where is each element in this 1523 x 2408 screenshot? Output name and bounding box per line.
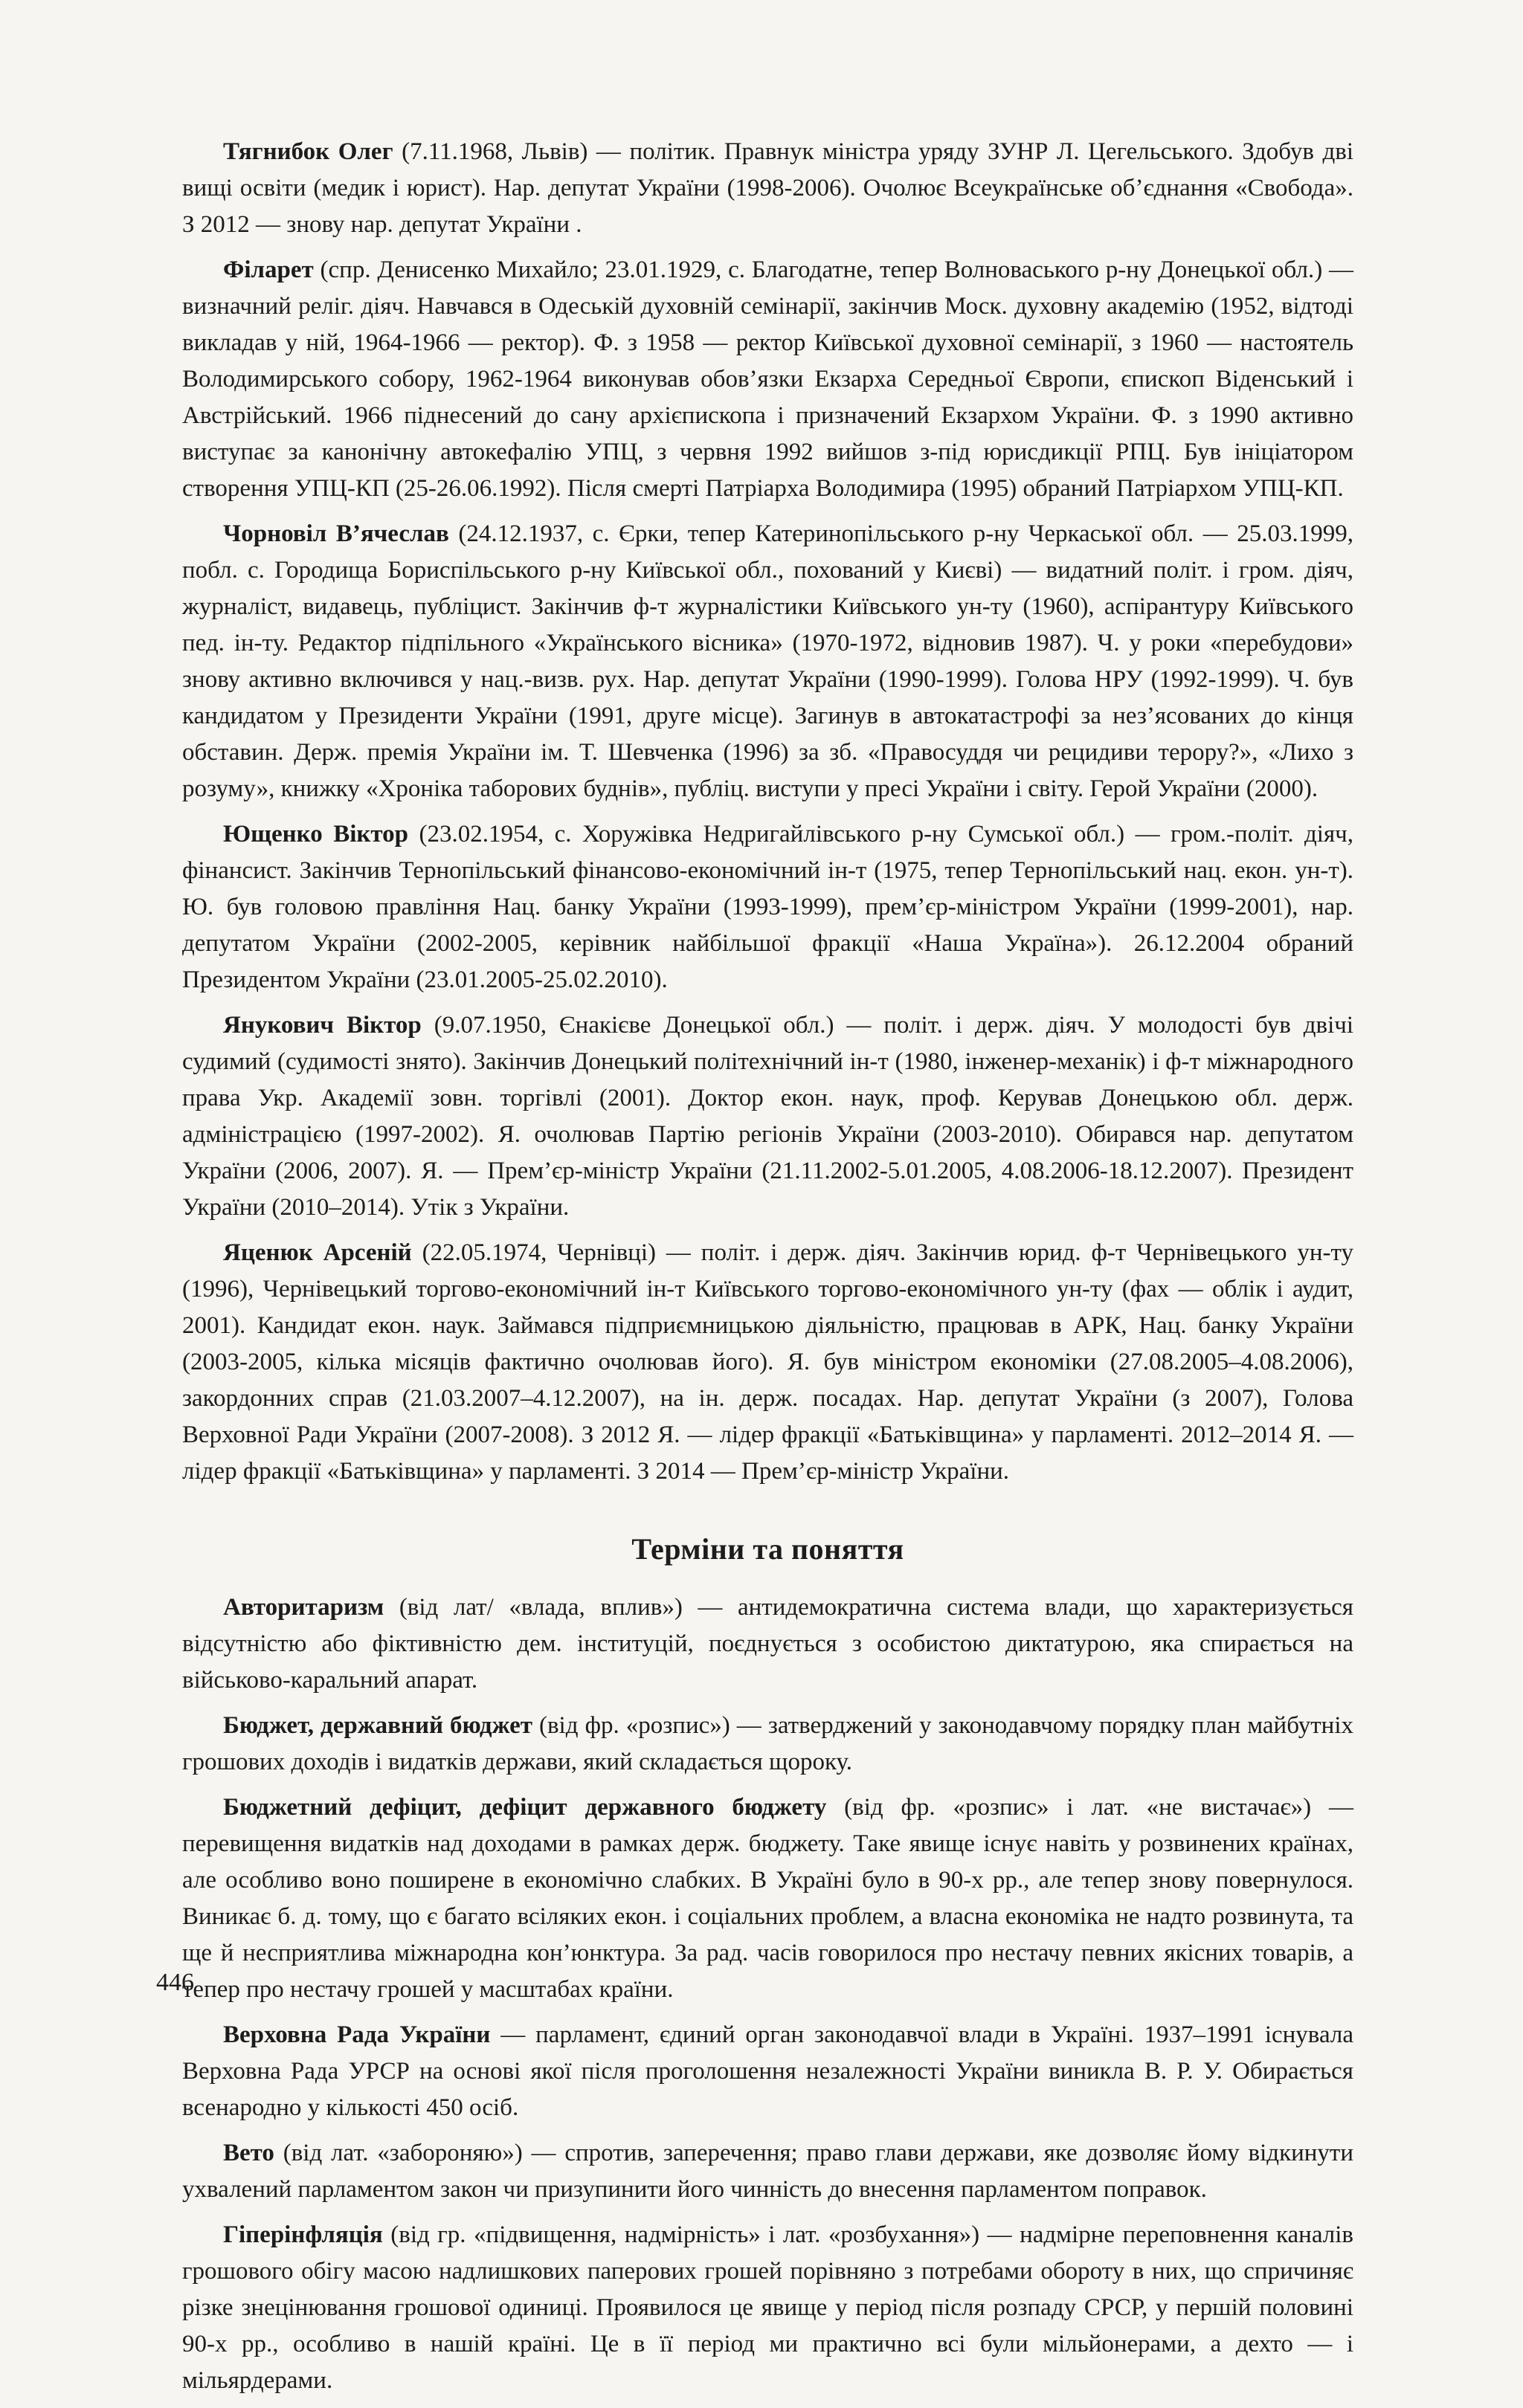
entry-yushchenko <box>182 816 1353 998</box>
entry-term: Тягнибок Олег <box>223 138 393 165</box>
section-heading: Терміни та поняття <box>631 1532 904 1566</box>
term-budget-deficit <box>182 1789 1353 2008</box>
term-text: — парламент, єдиний орган законодавчої влади в Україні. 1937–1991 існувала Верховна Рада УРСР на основі якої після проголошення незалежності України виникла В. Р. У. Обирається всенародно у кількості 450 осіб. <box>182 2021 1353 2121</box>
entry-text: (22.05.1974, Чернівці) — політ. і держ. діяч. Закінчив юрид. ф-т Чернівецького ун-ту (1996), Чернівецький торгово-економічний ін-т Київського торгово-економічного ун-ту (фах — облік і аудит, 2001). Кандидат екон. наук. Займався підприємницькою діяльністю, працював в АРК, Нац. банку України (2003-2005, кілька місяців фактично очолював його). Я. був міністром економіки (27.08.2005–4.08.2006), закордонних справ (21.03.2007–4.12.2007), на ін. держ. посадах. Нар. депутат України (з 2007), Голова Верховної Ради України (2007-2008). З 2012 Я. — лідер фракції «Батьківщина» у парламенті. 2012–2014 Я. — лідер фракції «Батьківщина» у парламенті. З 2014 — Прем’єр-міністр України. <box>182 1239 1353 1485</box>
entry-text: (9.07.1950, Єнакієве Донецької обл.) — політ. і держ. діяч. У молодості був двічі судимий (судимості знято). Закінчив Донецький політехнічний ін-т (1980, інженер-механік) і ф-т міжнародного права Укр. Академії зовн. торгівлі (2001). Доктор екон. наук, проф. Керував Донецькою обл. держ. адміністрацією (1997-2002). Я. очолював Партію регіонів України (2003-2010). Обирався нар. депутатом України (2006, 2007). Я. — Прем’єр-міністр України (21.11.2002-5.01.2005, 4.08.2006-18.12.2007). Президент України (2010–2014). Утік з України. <box>182 1012 1354 1221</box>
page-number: 446 <box>156 1969 194 1996</box>
entry-text: (24.12.1937, с. Єрки, тепер Катеринопільського р-ну Черкаської обл. — 25.03.1999, побл. с. Городища Бориспільського р-ну Київської обл., похований у Києві) — видатний політ. і гром. діяч, журналіст, видавець, публіцист. Закінчив ф-т журналістики Київського ун-ту (1960), аспірантуру Київського пед. ін-ту. Редактор підпільного «Українського вісника» (1970-1972, відновив 1987). Ч. у роки «перебудови» знову активно включився у нац.-визв. рух. Нар. депутат України (1990-1999). Голова НРУ (1992-1999). Ч. був кандидатом у Президенти України (1991, друге місце). Загинув в автокатастрофі за нез’ясованих до кінця обставин. Держ. премія України ім. Т. Шевченка (1996) за зб. «Правосуддя чи рецидиви терору?», «Лихо з розуму», книжку «Хроніка таборових буднів», публіц. виступи у пресі України і світу. Герой України (2000). <box>182 520 1353 802</box>
entry-chornovil <box>182 516 1353 807</box>
term-name: Бюджет, державний бюджет <box>223 1712 532 1739</box>
term-name: Бюджетний дефіцит, дефіцит державного бюджету <box>223 1794 827 1821</box>
term-name: Верховна Рада України <box>223 2021 491 2048</box>
term-text: (від гр. «підвищення, надмірність» і лат. «розбухання») — надмірне переповнення каналів грошового обігу масою надлишкових паперових грошей порівняно з потребами обороту в них, що спричиняє різке знецінювання грошової одиниці. Проявилося це явище у період після розпаду СРСР, у першій половині 90-х рр., особливо в нашій країні. Це в її період ми практично всі були мільйонерами, а дехто — і мільярдерами. <box>182 2221 1353 2394</box>
entry-filaret <box>182 252 1353 507</box>
entry-text: (спр. Денисенко Михайло; 23.01.1929, с. Благодатне, тепер Волноваського р-ну Донецької обл.) — визначний реліг. діяч. Навчався в Одеській духовній семінарії, закінчив Моск. духовну академію (1952, відтоді викладав у ній, 1964-1966 — ректор). Ф. з 1958 — ректор Київської духовної семінарії, з 1960 — настоятель Володимирського собору, 1962-1964 виконував обов’язки Екзарха Середньої Європи, єпископ Віденський і Австрійський. 1966 піднесений до сану архієпископа і призначений Екзархом України. Ф. з 1990 активно виступає за канонічну автокефалію УПЦ, з червня 1992 вийшов з-під юрисдикції РПЦ. Був ініціатором створення УПЦ-КП (25-26.06.1992). Після смерті Патріарха Володимира (1995) обраний Патріархом УПЦ-КП. <box>182 256 1353 502</box>
entry-term: Ющенко Віктор <box>223 821 409 848</box>
entry-term: Янукович Віктор <box>223 1012 422 1039</box>
page-body <box>182 134 1353 2408</box>
term-text: (від фр. «розпис» і лат. «не вистачає») — перевищення видатків над доходами в рамках держ. бюджету. Таке явище існує навіть у розвинених країнах, але особливо воно поширене в економічно слабких. В Україні було в 90-х рр., але тепер знову повернулося. Виникає б. д. тому, що є багато всіляких екон. і соціальних проблем, а власна економіка не надто розвинута, та ще й несприятлива міжнародна кон’юнктура. За рад. часів говорилося про нестачу певних якісних товарів, а тепер про нестачу грошей у масштабах країни. <box>182 1794 1353 2003</box>
term-text: (від фр. «розпис») — затверджений у законодавчому порядку план майбутніх грошових доходів і видатків держави, який складається щороку. <box>182 1712 1353 1775</box>
entry-yanukovych <box>182 1007 1353 1226</box>
term-name: Авторитаризм <box>223 1594 384 1621</box>
entry-term: Чорновіл В’ячеслав <box>223 520 449 547</box>
entry-tyahnybok <box>182 134 1353 243</box>
term-budget <box>182 1708 1353 1781</box>
entry-term: Яценюк Арсеній <box>223 1239 412 1266</box>
term-name: Вето <box>223 2140 274 2166</box>
entry-term: Філарет <box>223 256 314 283</box>
entry-text: (23.02.1954, с. Хоружівка Недригайлівського р-ну Сумської обл.) — гром.-політ. діяч, фінансист. Закінчив Тернопільський фінансово-економічний ін-т (1975, тепер Тернопільський нац. екон. ун-т). Ю. був головою правління Нац. банку України (1993-1999), прем’єр-міністром України (1999-2001), нар. депутатом України (2002-2005, керівник найбільшої фракції «Наша Україна»). 26.12.2004 обраний Президентом України (23.01.2005-25.02.2010). <box>182 821 1354 993</box>
entry-yatseniuk <box>182 1235 1353 1490</box>
term-veto <box>182 2135 1353 2208</box>
term-verkhovna-rada <box>182 2017 1353 2126</box>
term-name: Гіперінфляція <box>223 2221 383 2248</box>
term-authoritarianism <box>182 1589 1353 1699</box>
entry-text: (7.11.1968, Львів) — політик. Правнук міністра уряду ЗУНР Л. Цегельського. Здобув дві вищі освіти (медик і юрист). Нар. депутат України (1998-2006). Очолює Всеукраїнське об’єднання «Свобода». З 2012 — знову нар. депутат України . <box>182 138 1353 238</box>
term-text: (від лат. «забороняю») — спротив, заперечення; право глави держави, яке дозволяє йому відкинути ухвалений парламентом закон чи призупинити його чинність до внесення парламентом поправок. <box>182 2140 1353 2203</box>
term-hyperinflation <box>182 2217 1353 2399</box>
term-text: (від лат/ «влада, вплив») — антидемократична система влади, що характеризується відсутністю або фіктивністю дем. інституцій, поєднується з особистою диктатурою, яка спирається на військово-каральний апарат. <box>182 1594 1353 1694</box>
